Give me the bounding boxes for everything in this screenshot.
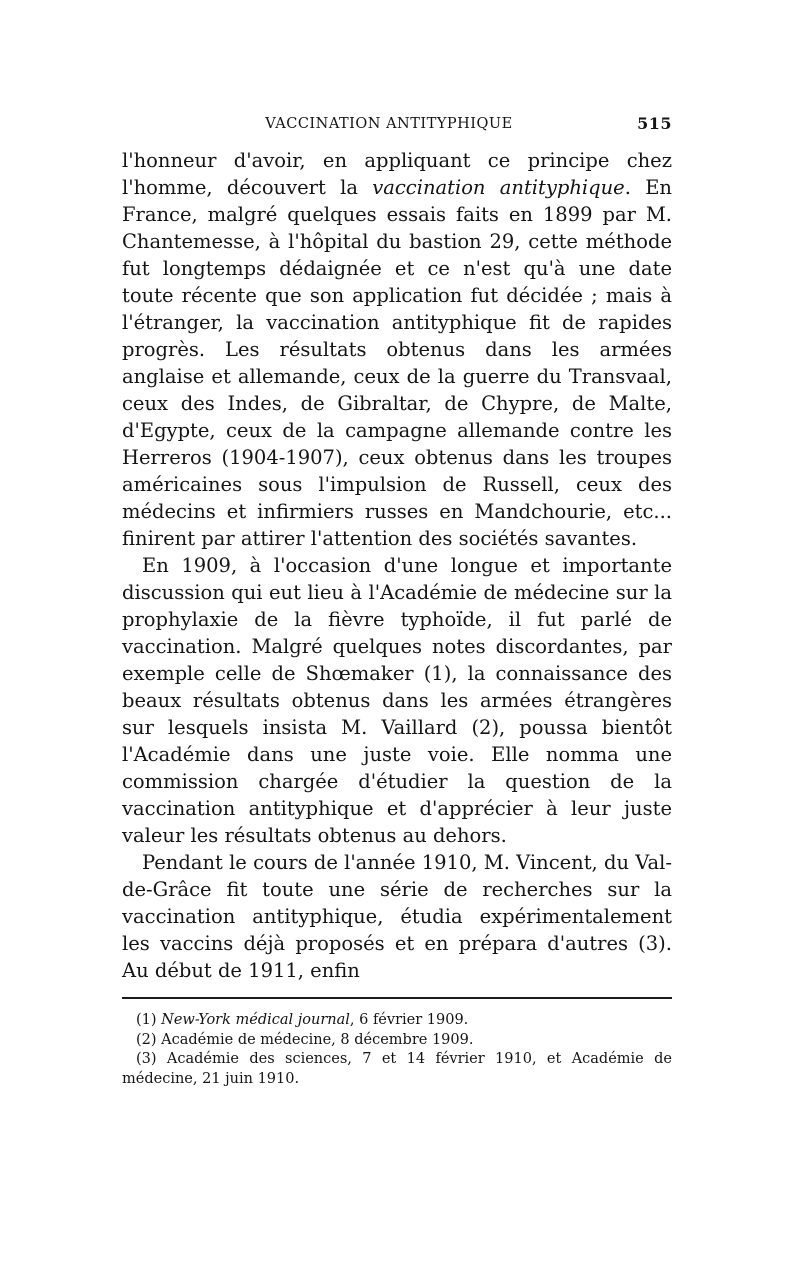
text-run: (1) — [136, 1012, 162, 1028]
italic-run: New-York médical journal — [161, 1012, 350, 1028]
footnote — [122, 1011, 672, 1031]
footnote — [122, 1031, 672, 1051]
body-text — [122, 147, 672, 984]
footnotes — [122, 1011, 672, 1089]
running-head — [122, 112, 672, 136]
text-run: (3) Académie des sciences, 7 et 14 février 1910, et Académie de médecine, 21 juin 1910. — [122, 1051, 672, 1087]
italic-run: vaccination antityphique — [372, 176, 625, 199]
text-run: Pendant le cours de l'année 1910, M. Vincent, du Val-de-Grâce fit toute une série de recherches sur la vaccination antityphique, étudia expérimentalement les vaccins déjà proposés et en prépara d'autres (3). Au début de 1911, enfin — [122, 851, 672, 982]
footnote-rule — [122, 997, 672, 999]
paragraph — [122, 849, 672, 984]
text-run: . En France, malgré quelques essais faits en 1899 par M. Chantemesse, à l'hôpital du bastion 29, cette méthode fut longtemps dédaignée et ce n'est qu'à une date toute récente que son application fut décidée ; mais à l'étranger, la vaccination antityphique fit de rapides progrès. Les résultats obtenus dans les armées anglaise et allemande, ceux de la guerre du Transvaal, ceux des Indes, de Gibraltar, de Chypre, de Malte, d'Egypte, ceux de la campagne allemande contre les Herreros (1904-1907), ceux obtenus dans les troupes américaines sous l'impulsion de Russell, ceux des médecins et infirmiers russes en Mandchourie, etc... finirent par attirer l'attention des sociétés savantes. — [122, 176, 672, 550]
paragraph — [122, 147, 672, 552]
page-number: 515 — [637, 114, 672, 133]
running-head-title: VACCINATION ANTITYPHIQUE — [265, 116, 513, 132]
footnote — [122, 1050, 672, 1089]
text-run: En 1909, à l'occasion d'une longue et importante discussion qui eut lieu à l'Académie de médecine sur la prophylaxie de la fièvre typhoïde, il fut parlé de vaccination. Malgré quelques notes discordantes, par exemple celle de Shœmaker (1), la connaissance des beaux résultats obtenus dans les armées étrangères sur lesquels insista M. Vaillard (2), poussa bientôt l'Académie dans une juste voie. Elle nomma une commission chargée d'étudier la question de la vaccination antityphique et d'apprécier à leur juste valeur les résultats obtenus au dehors. — [122, 554, 672, 847]
text-run: , 6 février 1909. — [349, 1012, 469, 1028]
book-page — [122, 112, 672, 1089]
text-run: (2) Académie de médecine, 8 décembre 1909. — [136, 1031, 474, 1048]
text-run: l'honneur d'avoir, en appliquant ce principe chez l'homme, découvert la — [122, 149, 672, 199]
paragraph — [122, 552, 672, 849]
